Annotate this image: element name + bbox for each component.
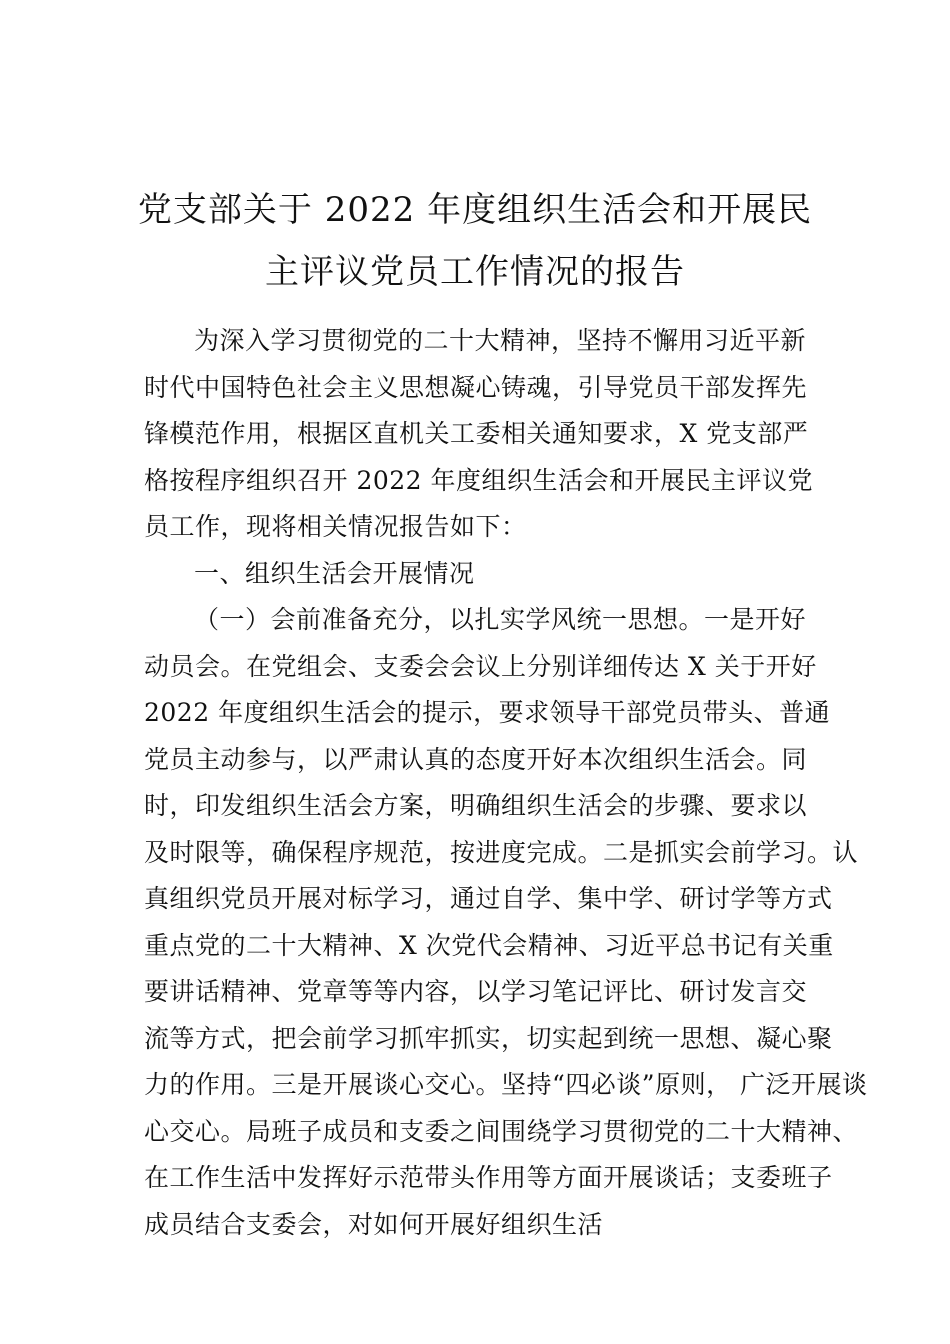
paragraph-line: 流等方式，把会前学习抓牢抓实，切实起到统一思想、凝心聚 xyxy=(144,1023,833,1053)
paragraph-line: 成员结合支委会，对如何开展好组织生活 xyxy=(144,1209,604,1239)
document-title xyxy=(120,179,830,303)
paragraph-line: 真组织党员开展对标学习，通过自学、集中学、研讨学等方式 xyxy=(144,884,833,913)
paragraph-line: 动员会。在党组会、支委会会议上分别详细传达 X 关于开好 xyxy=(144,651,817,681)
paragraph-line: 时，印发组织生活会方案，明确组织生活会的步骤、要求以 xyxy=(144,791,808,820)
paragraph-line: 在工作生活中发挥好示范带头作用等方面开展谈话；支委班子 xyxy=(144,1163,833,1192)
paragraph-line: 锋模范作用，根据区直机关工委相关通知要求，X 党支部严 xyxy=(144,419,809,448)
title-line-2: 主评议党员工作情况的报告 xyxy=(265,251,685,292)
paragraph-line: 2022 年度组织生活会的提示，要求领导干部党员带头、普通 xyxy=(144,698,831,727)
paragraph-line: （一）会前准备充分，以扎实学风统一思想。一是开好 xyxy=(194,605,807,634)
paragraph-line: 时代中国特色社会主义思想凝心铸魂，引导党员干部发挥先 xyxy=(144,372,808,402)
paragraph-line: 心交心。局班子成员和支委之间围绕学习贯彻党的二十大精神、 xyxy=(144,1116,859,1146)
paragraph-line: 党员主动参与，以严肃认真的态度开好本次组织生活会。同 xyxy=(144,744,808,774)
paragraph-line: 力的作用。三是开展谈心交心。坚持“四必谈”原则， 广泛开展谈 xyxy=(144,1070,868,1099)
paragraph-line: 为深入学习贯彻党的二十大精神，坚持不懈用习近平新 xyxy=(194,326,807,355)
document-body xyxy=(144,318,868,1248)
paragraph-line: 员工作，现将相关情况报告如下： xyxy=(144,512,527,541)
paragraph-line: 要讲话精神、党章等等内容，以学习笔记评比、研讨发言交 xyxy=(144,977,808,1006)
paragraph-line: 及时限等，确保程序规范，按进度完成。二是抓实会前学习。认 xyxy=(144,837,859,867)
title-line-1: 党支部关于 2022 年度组织生活会和开展民 xyxy=(137,189,813,230)
paragraph-line: 格按程序组织召开 2022 年度组织生活会和开展民主评议党 xyxy=(144,465,814,495)
section-heading: 一、组织生活会开展情况 xyxy=(194,558,475,588)
paragraph-line: 重点党的二十大精神、X 次党代会精神、习近平总书记有关重 xyxy=(144,930,834,960)
